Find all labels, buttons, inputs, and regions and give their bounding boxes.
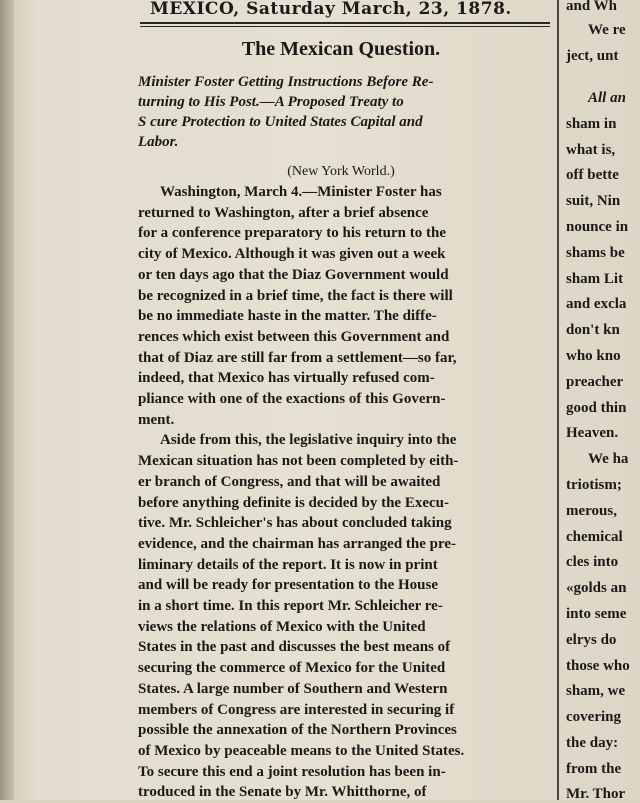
adjacent-line: who kno (566, 348, 621, 364)
adjacent-line: All an (588, 90, 626, 106)
text-line: of Mexico by peaceable means to the United States. (138, 742, 465, 759)
text-line: Washington, March 4.—Minister Foster has (160, 184, 442, 200)
adjacent-line: those who (566, 658, 630, 674)
text-line: be recognized in a brief time, the fact is there will (138, 287, 453, 304)
adjacent-line: covering (566, 709, 621, 725)
article-headline: The Mexican Question. (241, 38, 441, 60)
text-line: rences which exist between this Government and (138, 328, 450, 345)
article (132, 36, 550, 803)
text-line: members of Congress are interested in securing if (138, 701, 455, 718)
text-line: for a conference preparatory to his return to the (138, 225, 446, 242)
text-line: in a short time. In this report Mr. Schleicher re- (138, 598, 443, 615)
text-line: be no immediate haste in the matter. The diffe- (138, 308, 437, 325)
text-line: evidence, and the chairman has arranged the pre- (138, 535, 457, 552)
masthead: MEXICO, Saturday March, 23, 1878. (150, 0, 512, 19)
text-line: liminary details of the report. It is now in print (138, 556, 438, 573)
text-line: returned to Washington, after a brief absence (138, 204, 429, 221)
adjacent-line: ject, unt (566, 48, 619, 64)
adjacent-line: «golds an (566, 580, 627, 596)
subhead-line: turning to His Post.—A Proposed Treaty to (138, 94, 404, 110)
adjacent-line: sham Lit (566, 271, 624, 287)
adjacent-line: the day: (566, 735, 619, 751)
text-line: er branch of Congress, and that will be awaited (138, 473, 441, 490)
text-line: To secure this end a joint resolution has been in- (138, 763, 446, 780)
article-source: (New York World.) (287, 164, 395, 179)
text-line: securing the commerce of Mexico for the United (138, 660, 446, 677)
column-divider (557, 0, 559, 800)
subhead-line: S cure Protection to United States Capital and (138, 114, 423, 130)
adjacent-line: preacher (566, 374, 624, 390)
text-line: tive. Mr. Schleicher's has about concluded taking (138, 515, 452, 532)
adjacent-column (566, 0, 640, 800)
adjacent-line: cles into (566, 554, 619, 570)
adjacent-line: into seme (566, 606, 627, 622)
text-line: views the relations of Mexico with the United (138, 618, 426, 635)
adjacent-line: chemical (566, 529, 623, 545)
text-line: possible the annexation of the Northern Provinces (138, 722, 457, 739)
adjacent-line: good thin (566, 400, 627, 416)
masthead-rule-thin (140, 26, 550, 27)
subhead-line: Minister Foster Getting Instructions Before Re- (138, 74, 434, 90)
adjacent-line: elrys do (566, 632, 617, 648)
text-line: city of Mexico. Although it was given out a week (138, 246, 446, 263)
text-line: that of Diaz are still far from a settlement—so far, (138, 349, 457, 366)
article-paragraph-2 (132, 430, 550, 803)
adjacent-line: We ha (588, 451, 629, 467)
article-subhead (132, 72, 550, 152)
adjacent-line: and Wh (566, 0, 618, 14)
text-line: troduced in the Senate by Mr. Whitthorne, of (138, 784, 427, 801)
adjacent-line: what is, (566, 142, 616, 158)
adjacent-line: from the (566, 761, 622, 777)
subhead-line: Labor. (138, 134, 179, 150)
adjacent-line: sham, we (566, 683, 626, 699)
adjacent-line: nounce in (566, 219, 629, 235)
text-line: and will be ready for presentation to the House (138, 577, 439, 594)
text-line: or ten days ago that the Diaz Government would (138, 266, 449, 283)
adjacent-line: shams be (566, 245, 625, 261)
adjacent-line: We re (588, 22, 626, 38)
text-line: before anything definite is decided by the Execu- (138, 494, 449, 511)
text-line: indeed, that Mexico has virtually refused com- (138, 370, 435, 387)
adjacent-line: off bette (566, 167, 619, 183)
text-line: ment. (138, 411, 175, 428)
adjacent-line: don't kn (566, 322, 620, 338)
adjacent-line: sham in (566, 116, 617, 132)
text-line: pliance with one of the exactions of this Govern- (138, 391, 446, 408)
text-line: Mexican situation has not been completed by eith- (138, 453, 459, 470)
adjacent-line: suit, Nin (566, 193, 621, 209)
adjacent-line: Mr. Thor (566, 786, 626, 800)
adjacent-line: triotism; (566, 477, 622, 493)
adjacent-line: Heaven. (566, 425, 619, 441)
page-edge-shadow (0, 0, 14, 800)
adjacent-line: merous, (566, 503, 617, 519)
adjacent-line: and excla (566, 296, 627, 312)
article-paragraph-1 (132, 182, 550, 430)
masthead-rule (140, 22, 550, 24)
text-line: States. A large number of Southern and Western (138, 680, 448, 697)
text-line: Aside from this, the legislative inquiry into the (160, 432, 457, 449)
text-line: States in the past and discusses the best means of (138, 639, 451, 656)
